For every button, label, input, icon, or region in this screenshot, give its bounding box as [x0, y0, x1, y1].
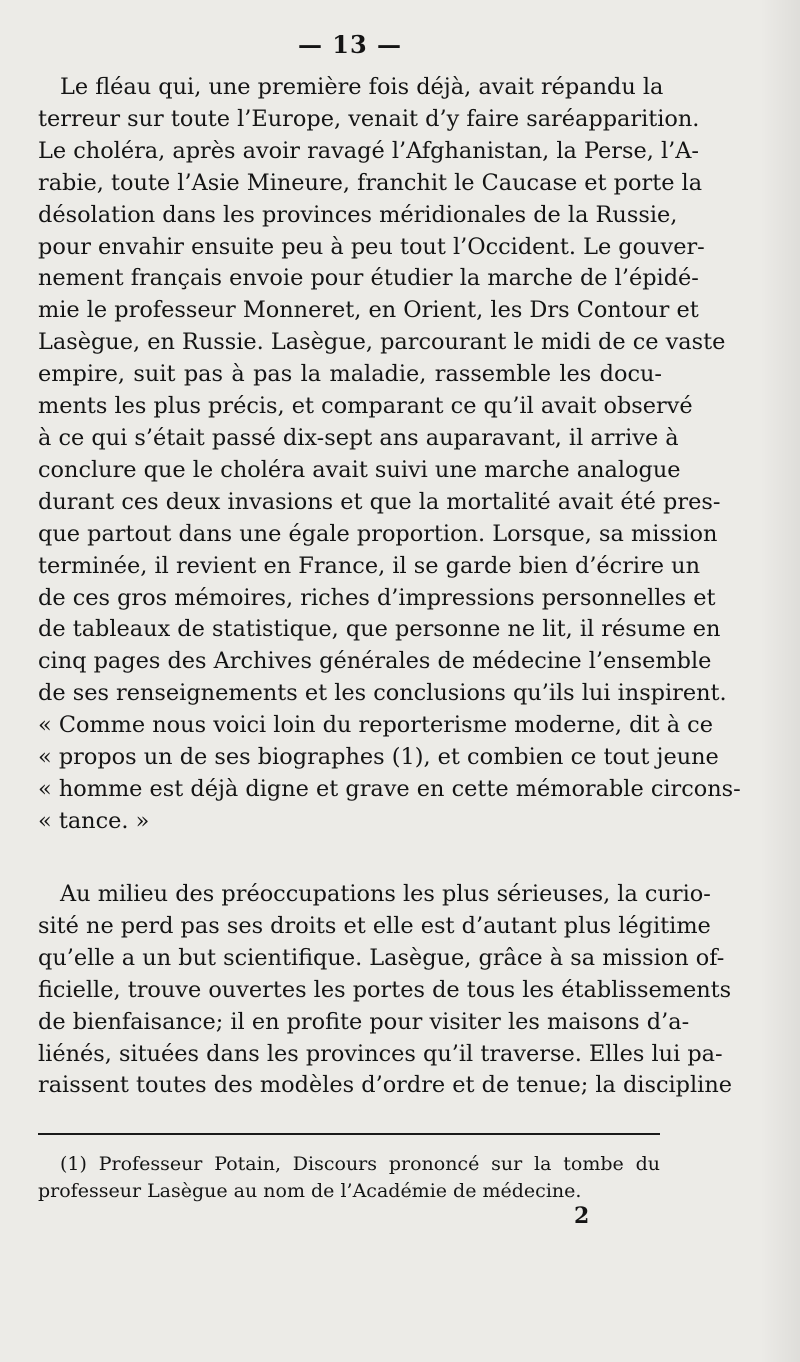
- text-line: « tance. »: [38, 807, 150, 834]
- text-line: « Comme nous voici loin du reporterisme moderne, dit à ce: [38, 712, 713, 739]
- text-line: de ses renseignements et les conclusions qu’ils lui inspirent.: [38, 680, 727, 707]
- text-line: sité ne perd pas ses droits et elle est d’autant plus légitime: [38, 912, 711, 939]
- text-line: empire, suit pas à pas la maladie, rassemble les docu-: [38, 361, 662, 388]
- text-line: raissent toutes des modèles d’ordre et de tenue; la discipline: [38, 1072, 732, 1099]
- footnote-divider: [38, 1133, 660, 1135]
- paragraph-2: [38, 879, 732, 1102]
- text-line: de tableaux de statistique, que personne ne lit, il résume en: [38, 616, 721, 643]
- page-number: — 13 —: [297, 30, 403, 59]
- text-line: qu’elle a un but scientifique. Lasègue, grâce à sa mission of-: [38, 944, 725, 971]
- text-line: terminée, il revient en France, il se garde bien d’écrire un: [38, 552, 700, 579]
- text-line: ments les plus précis, et comparant ce qu’il avait observé: [38, 393, 693, 420]
- text-line: terreur sur toute l’Europe, venait d’y faire saréapparition.: [38, 105, 700, 132]
- scan-edge-shadow: [760, 0, 800, 1362]
- text-line: Au milieu des préoccupations les plus sérieuses, la curio-: [60, 881, 711, 907]
- text-line: nement français envoie pour étudier la marche de l’épidé-: [38, 265, 699, 292]
- text-line: Le fléau qui, une première fois déjà, avait répandu la: [60, 74, 664, 100]
- text-line: rabie, toute l’Asie Mineure, franchit le Caucase et porte la: [38, 169, 703, 196]
- text-line: conclure que le choléra avait suivi une marche analogue: [38, 456, 681, 483]
- text-line: désolation dans les provinces méridionales de la Russie,: [38, 201, 678, 228]
- text-line: cinq pages des Archives générales de médecine l’ensemble: [38, 648, 712, 675]
- text-line: Le choléra, après avoir ravagé l’Afghanistan, la Perse, l’A-: [38, 137, 699, 164]
- text-line: durant ces deux invasions et que la mortalité avait été pres-: [38, 488, 721, 515]
- text-line: Lasègue, en Russie. Lasègue, parcourant le midi de ce vaste: [38, 329, 726, 356]
- text-line: ficielle, trouve ouvertes les portes de tous les établissements: [38, 976, 732, 1003]
- text-line: pour envahir ensuite peu à peu tout l’Occident. Le gouver-: [38, 233, 705, 260]
- text-line: « propos un de ses biographes (1), et combien ce tout jeune: [38, 744, 719, 771]
- signature-mark: 2: [574, 1203, 590, 1229]
- text-line: de bienfaisance; il en profite pour visiter les maisons d’a-: [38, 1008, 690, 1035]
- footnote-line: (1) Professeur Potain, Discours prononcé sur la tombe du: [60, 1153, 660, 1175]
- paragraph-1: [38, 72, 741, 838]
- text-line: liénés, situées dans les provinces qu’il traverse. Elles lui pa-: [38, 1040, 723, 1067]
- footnote-line: professeur Lasègue au nom de l’Académie de médecine.: [38, 1180, 582, 1202]
- text-line: mie le professeur Monneret, en Orient, les Drs Contour et: [38, 297, 699, 324]
- text-line: à ce qui s’était passé dix-sept ans auparavant, il arrive à: [38, 424, 679, 451]
- text-line: de ces gros mémoires, riches d’impressions personnelles et: [38, 584, 716, 611]
- text-line: « homme est déjà digne et grave en cette mémorable circons-: [38, 775, 741, 802]
- text-line: que partout dans une égale proportion. Lorsque, sa mission: [38, 520, 718, 547]
- footnote: [38, 1151, 660, 1205]
